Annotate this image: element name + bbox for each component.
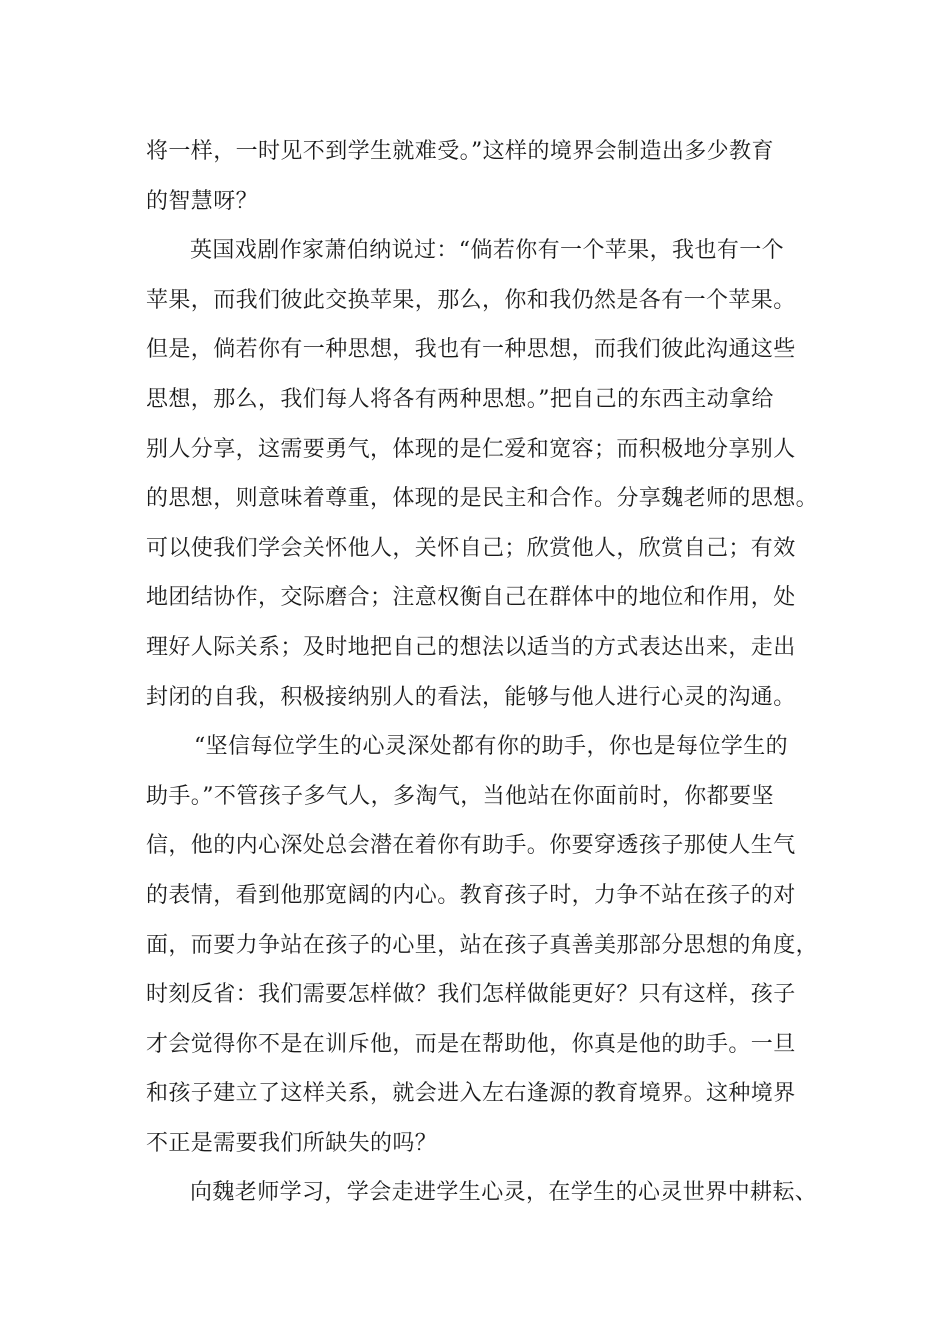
paragraph-start-line: 向魏老师学习，学会走进学生心灵，在学生的心灵世界中耕耘、 [190, 1180, 818, 1206]
text-line: 和孩子建立了这样关系，就会进入左右逢源的教育境界。这种境界 [146, 1081, 796, 1107]
text-line: 将一样，一时见不到学生就难受。”这样的境界会制造出多少教育 [146, 139, 774, 164]
text-line: 理好人际关系；及时地把自己的想法以适当的方式表达出来，走出 [146, 634, 796, 660]
paragraph-start-line: “坚信每位学生的心灵深处都有你的助手，你也是每位学生的 [194, 734, 789, 760]
body-text [146, 127, 836, 1218]
text-line: 别人分享，这需要勇气，体现的是仁爱和宽容；而积极地分享别人 [146, 436, 796, 462]
text-line: 才会觉得你不是在训斥他，而是在帮助他，你真是他的助手。一旦 [146, 1031, 796, 1057]
text-line: 时刻反省：我们需要怎样做？我们怎样做能更好？只有这样，孩子 [146, 982, 796, 1008]
text-line: 助手。”不管孩子多气人，多淘气，当他站在你面前时，你都要坚 [146, 783, 774, 809]
paragraph-start-line: 英国戏剧作家萧伯纳说过：“倘若你有一个苹果，我也有一个 [190, 238, 785, 264]
text-line: 的表情，看到他那宽阔的内心。教育孩子时，力争不站在孩子的对 [146, 882, 796, 908]
text-line: 面，而要力争站在孩子的心里，站在孩子真善美那部分思想的角度， [146, 932, 819, 958]
text-line: 封闭的自我，积极接纳别人的看法，能够与他人进行心灵的沟通。 [146, 684, 796, 710]
text-line: 但是，倘若你有一种思想，我也有一种思想，而我们彼此沟通这些 [146, 337, 796, 363]
text-line: 信，他的内心深处总会潜在着你有助手。你要穿透孩子那使人生气 [146, 833, 796, 859]
text-line: 思想，那么，我们每人将各有两种思想。”把自己的东西主动拿给 [146, 386, 774, 412]
text-line: 不正是需要我们所缺失的吗？ [146, 1130, 438, 1156]
text-line: 苹果，而我们彼此交换苹果，那么，你和我仍然是各有一个苹果。 [146, 287, 796, 313]
text-line: 的智慧呀？ [146, 188, 259, 214]
text-line: 可以使我们学会关怀他人，关怀自己；欣赏他人，欣赏自己；有效 [146, 535, 796, 561]
text-line: 的思想，则意味着尊重，体现的是民主和合作。分享魏老师的思想。 [146, 486, 819, 512]
text-line: 地团结协作，交际磨合；注意权衡自己在群体中的地位和作用，处 [146, 585, 796, 611]
